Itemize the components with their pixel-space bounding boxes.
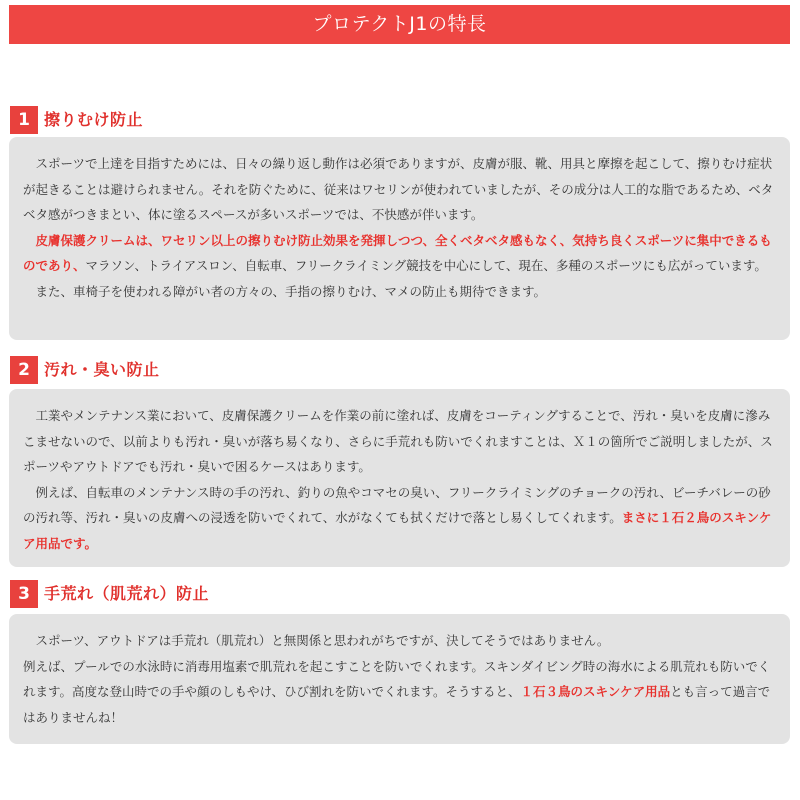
section-1-heading bbox=[10, 106, 143, 134]
section-3-paragraph-2 bbox=[23, 654, 776, 731]
section-2-paragraph-2 bbox=[23, 480, 776, 557]
section-2-heading bbox=[10, 356, 160, 384]
section-3-paragraph-2-tail: とも言って過言ではありませんね！ bbox=[23, 684, 771, 725]
section-1-paragraph-1: スポーツで上達を目指すためには、日々の繰り返し動作は必須でありますが、皮膚が服、靴、用具と摩擦を起こして、擦りむけ症状が起きることは避けられません。それを防ぐために、従来はワセリンが使われていましたが、その成分は人工的な脂であるため、ベタベタ感がつきまとい、体に塗るスペースが多いスポーツでは、不快感が伴います。 bbox=[23, 156, 774, 222]
section-2-highlight: まさに１石２鳥のスキンケア用品です。 bbox=[23, 510, 772, 551]
section-3-highlight: １石３鳥のスキンケア用品 bbox=[520, 684, 671, 699]
section-3-paragraph-1: スポーツ、アウトドアは手荒れ（肌荒れ）と無関係と思われがちですが、決してそうではありません。 bbox=[35, 633, 610, 648]
section-1-highlight: 皮膚保護クリームは、ワセリン以上の擦りむけ防止効果を発揮しつつ、全くベタベタ感もなく、気持ち良くスポーツに集中できるものであり、 bbox=[23, 232, 772, 273]
section-1-title: 擦りむけ防止 bbox=[44, 110, 144, 129]
section-3-number-badge: 3 bbox=[10, 580, 38, 608]
section-1-paragraph-2 bbox=[23, 228, 776, 279]
section-1-body bbox=[9, 137, 790, 340]
section-2-paragraph-2-text: 例えば、自転車のメンテナンス時の手の汚れ、釣りの魚やコマセの臭い、フリークライミングのチョークの汚れ、ビーチバレーの砂の汚れ等、汚れ・臭いの皮膚への浸透を防いでくれて、水がなくても拭くだけで落とし易くしてくれます。 bbox=[23, 484, 771, 525]
section-2-body bbox=[9, 389, 790, 567]
page-title: プロテクトJ1の特長 bbox=[312, 13, 487, 35]
section-3-body bbox=[9, 614, 790, 744]
section-2-number-badge: 2 bbox=[10, 356, 38, 384]
section-3-heading bbox=[10, 580, 209, 608]
section-2-paragraph-1: 工業やメンテナンス業において、皮膚保護クリームを作業の前に塗れば、皮膚をコーティングすることで、汚れ・臭いを皮膚に滲みこませないので、以前よりも汚れ・臭いが落ち易くなり、さらに手荒れも防いでくれますことは、Ｘ１の箇所でご説明しましたが、スポーツやアウトドアでも汚れ・臭いで困るケースはあります。 bbox=[23, 408, 773, 474]
section-1-paragraph-2-rest: マラソン、トライアスロン、自転車、フリークライミング競技を中心にして、現在、多種のスポーツにも広がっています。 bbox=[85, 258, 767, 273]
section-3-paragraph-2-text: 例えば、プールでの水泳時に消毒用塩素で肌荒れを起こすことを防いでくれます。スキンダイビング時の海水による肌荒れも防いでくれます。高度な登山時での手や顔のしもやけ、ひび割れを防いでくれます。そうすると、 bbox=[23, 658, 771, 699]
section-2-title: 汚れ・臭い防止 bbox=[44, 360, 160, 379]
section-1-number-badge: 1 bbox=[10, 106, 38, 134]
section-3-title: 手荒れ（肌荒れ）防止 bbox=[44, 584, 210, 603]
page-title-banner bbox=[9, 5, 790, 44]
section-1-paragraph-3: また、車椅子を使われる障がい者の方々の、手指の擦りむけ、マメの防止も期待できます。 bbox=[35, 283, 547, 299]
